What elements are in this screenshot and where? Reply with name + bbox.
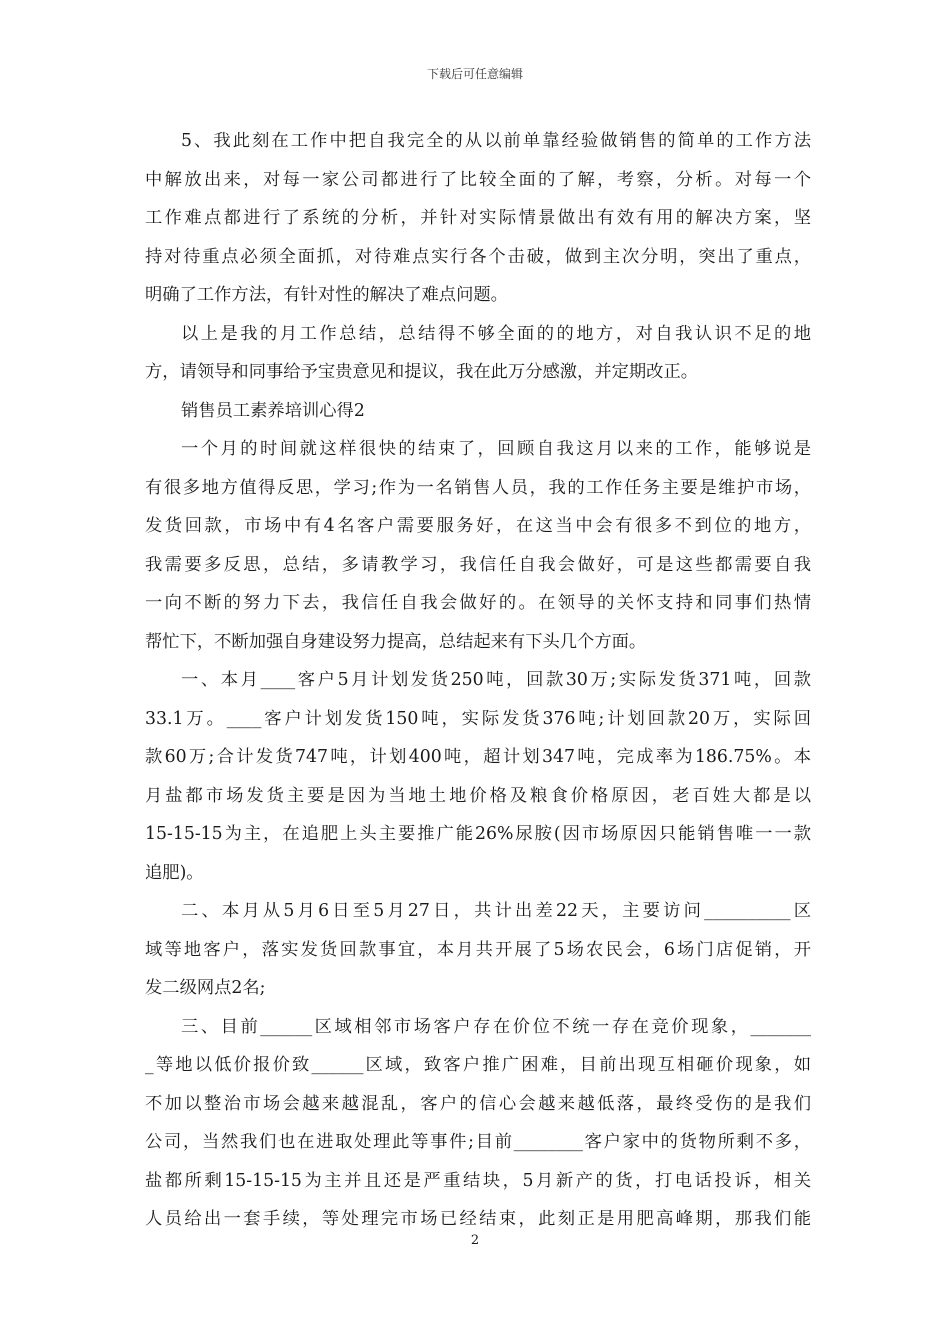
text-line: 发货回款，市场中有4名客户需要服务好，在这当中会有很多不到位的地方， bbox=[145, 516, 811, 536]
page-number: 2 bbox=[470, 1233, 480, 1248]
text-line: 一个月的时间就这样很快的结束了，回顾自我这月以来的工作，能够说是 bbox=[181, 439, 811, 459]
text-line: 持对待重点必须全面抓，对待难点实行各个击破，做到主次分明，突出了重点， bbox=[145, 246, 811, 267]
text-line: 款60万;合计发货747吨，计划400吨，超计划347吨，完成率为186.75%。本 bbox=[145, 747, 811, 767]
text-line: 明确了工作方法，有针对性的解决了难点问题。 bbox=[145, 285, 508, 305]
text-line: 销售员工素养培训心得2 bbox=[181, 400, 365, 421]
text-line: 公司，当然我们也在进取处理此等事件;目前________客户家中的货物所剩不多， bbox=[145, 1132, 811, 1152]
text-line: 域等地客户，落实发货回款事宜，本月共开展了5场农民会，6场门店促销，开 bbox=[145, 939, 811, 960]
page-header: 下载后可任意编辑 bbox=[426, 67, 523, 81]
text-line: 三、目前______区域相邻市场客户存在价位不统一存在竞价现象，_______ bbox=[181, 1016, 811, 1037]
text-line: 15-15-15为主，在追肥上头主要推广能26%尿胺(因市场原因只能销售唯一一款 bbox=[145, 824, 811, 844]
text-line: _等地以低价报价致______区域，致客户推广困难，目前出现互相砸价现象，如 bbox=[145, 1055, 811, 1075]
text-line: 盐都所剩15-15-15为主并且还是严重结块，5月新产的货，打电话投诉，相关 bbox=[145, 1170, 811, 1191]
text-line: 不加以整治市场会越来越混乱，客户的信心会越来越低落，最终受伤的是我们 bbox=[145, 1093, 811, 1114]
text-line: 方，请领导和同事给予宝贵意见和提议，我在此万分感激，并定期改正。 bbox=[145, 362, 699, 382]
text-line: 追肥)。 bbox=[145, 862, 204, 883]
text-line: 5、我此刻在工作中把自我完全的从以前单靠经验做销售的简单的工作方法 bbox=[181, 131, 811, 151]
text-line: 人员给出一套手续，等处理完市场已经结束，此刻正是用肥高峰期，那我们能 bbox=[145, 1209, 811, 1229]
text-line: 有很多地方值得反思，学习;作为一名销售人员，我的工作任务主要是维护市场， bbox=[145, 477, 811, 498]
text-line: 月盐都市场发货主要是因为当地土地价格及粮食价格原因，老百姓大都是以 bbox=[145, 785, 811, 806]
text-line: 一、本月____客户5月计划发货250吨，回款30万;实际发货371吨，回款 bbox=[181, 670, 811, 690]
text-line: 我需要多反思，总结，多请教学习，我信任自我会做好，可是这些都需要自我 bbox=[145, 554, 811, 575]
text-line: 二、本月从5月6日至5月27日，共计出差22天，主要访问__________区 bbox=[181, 901, 811, 921]
text-line: 以上是我的月工作总结，总结得不够全面的的地方，对自我认识不足的地 bbox=[181, 323, 811, 344]
text-line: 一向不断的努力下去，我信任自我会做好的。在领导的关怀支持和同事们热情 bbox=[145, 593, 811, 613]
text-line: 发二级网点2名; bbox=[145, 978, 266, 998]
text-line: 帮忙下，不断加强自身建设努力提高，总结起来有下头几个方面。 bbox=[145, 631, 647, 652]
text-line: 工作难点都进行了系统的分析，并针对实际情景做出有效有用的解决方案，坚 bbox=[145, 208, 811, 228]
text-line: 中解放出来，对每一家公司都进行了比较全面的了解，考察，分析。对每一个 bbox=[145, 169, 811, 190]
text-line: 33.1万。____客户计划发货150吨，实际发货376吨;计划回款20万，实际回 bbox=[145, 708, 811, 729]
document-body bbox=[145, 122, 811, 1239]
